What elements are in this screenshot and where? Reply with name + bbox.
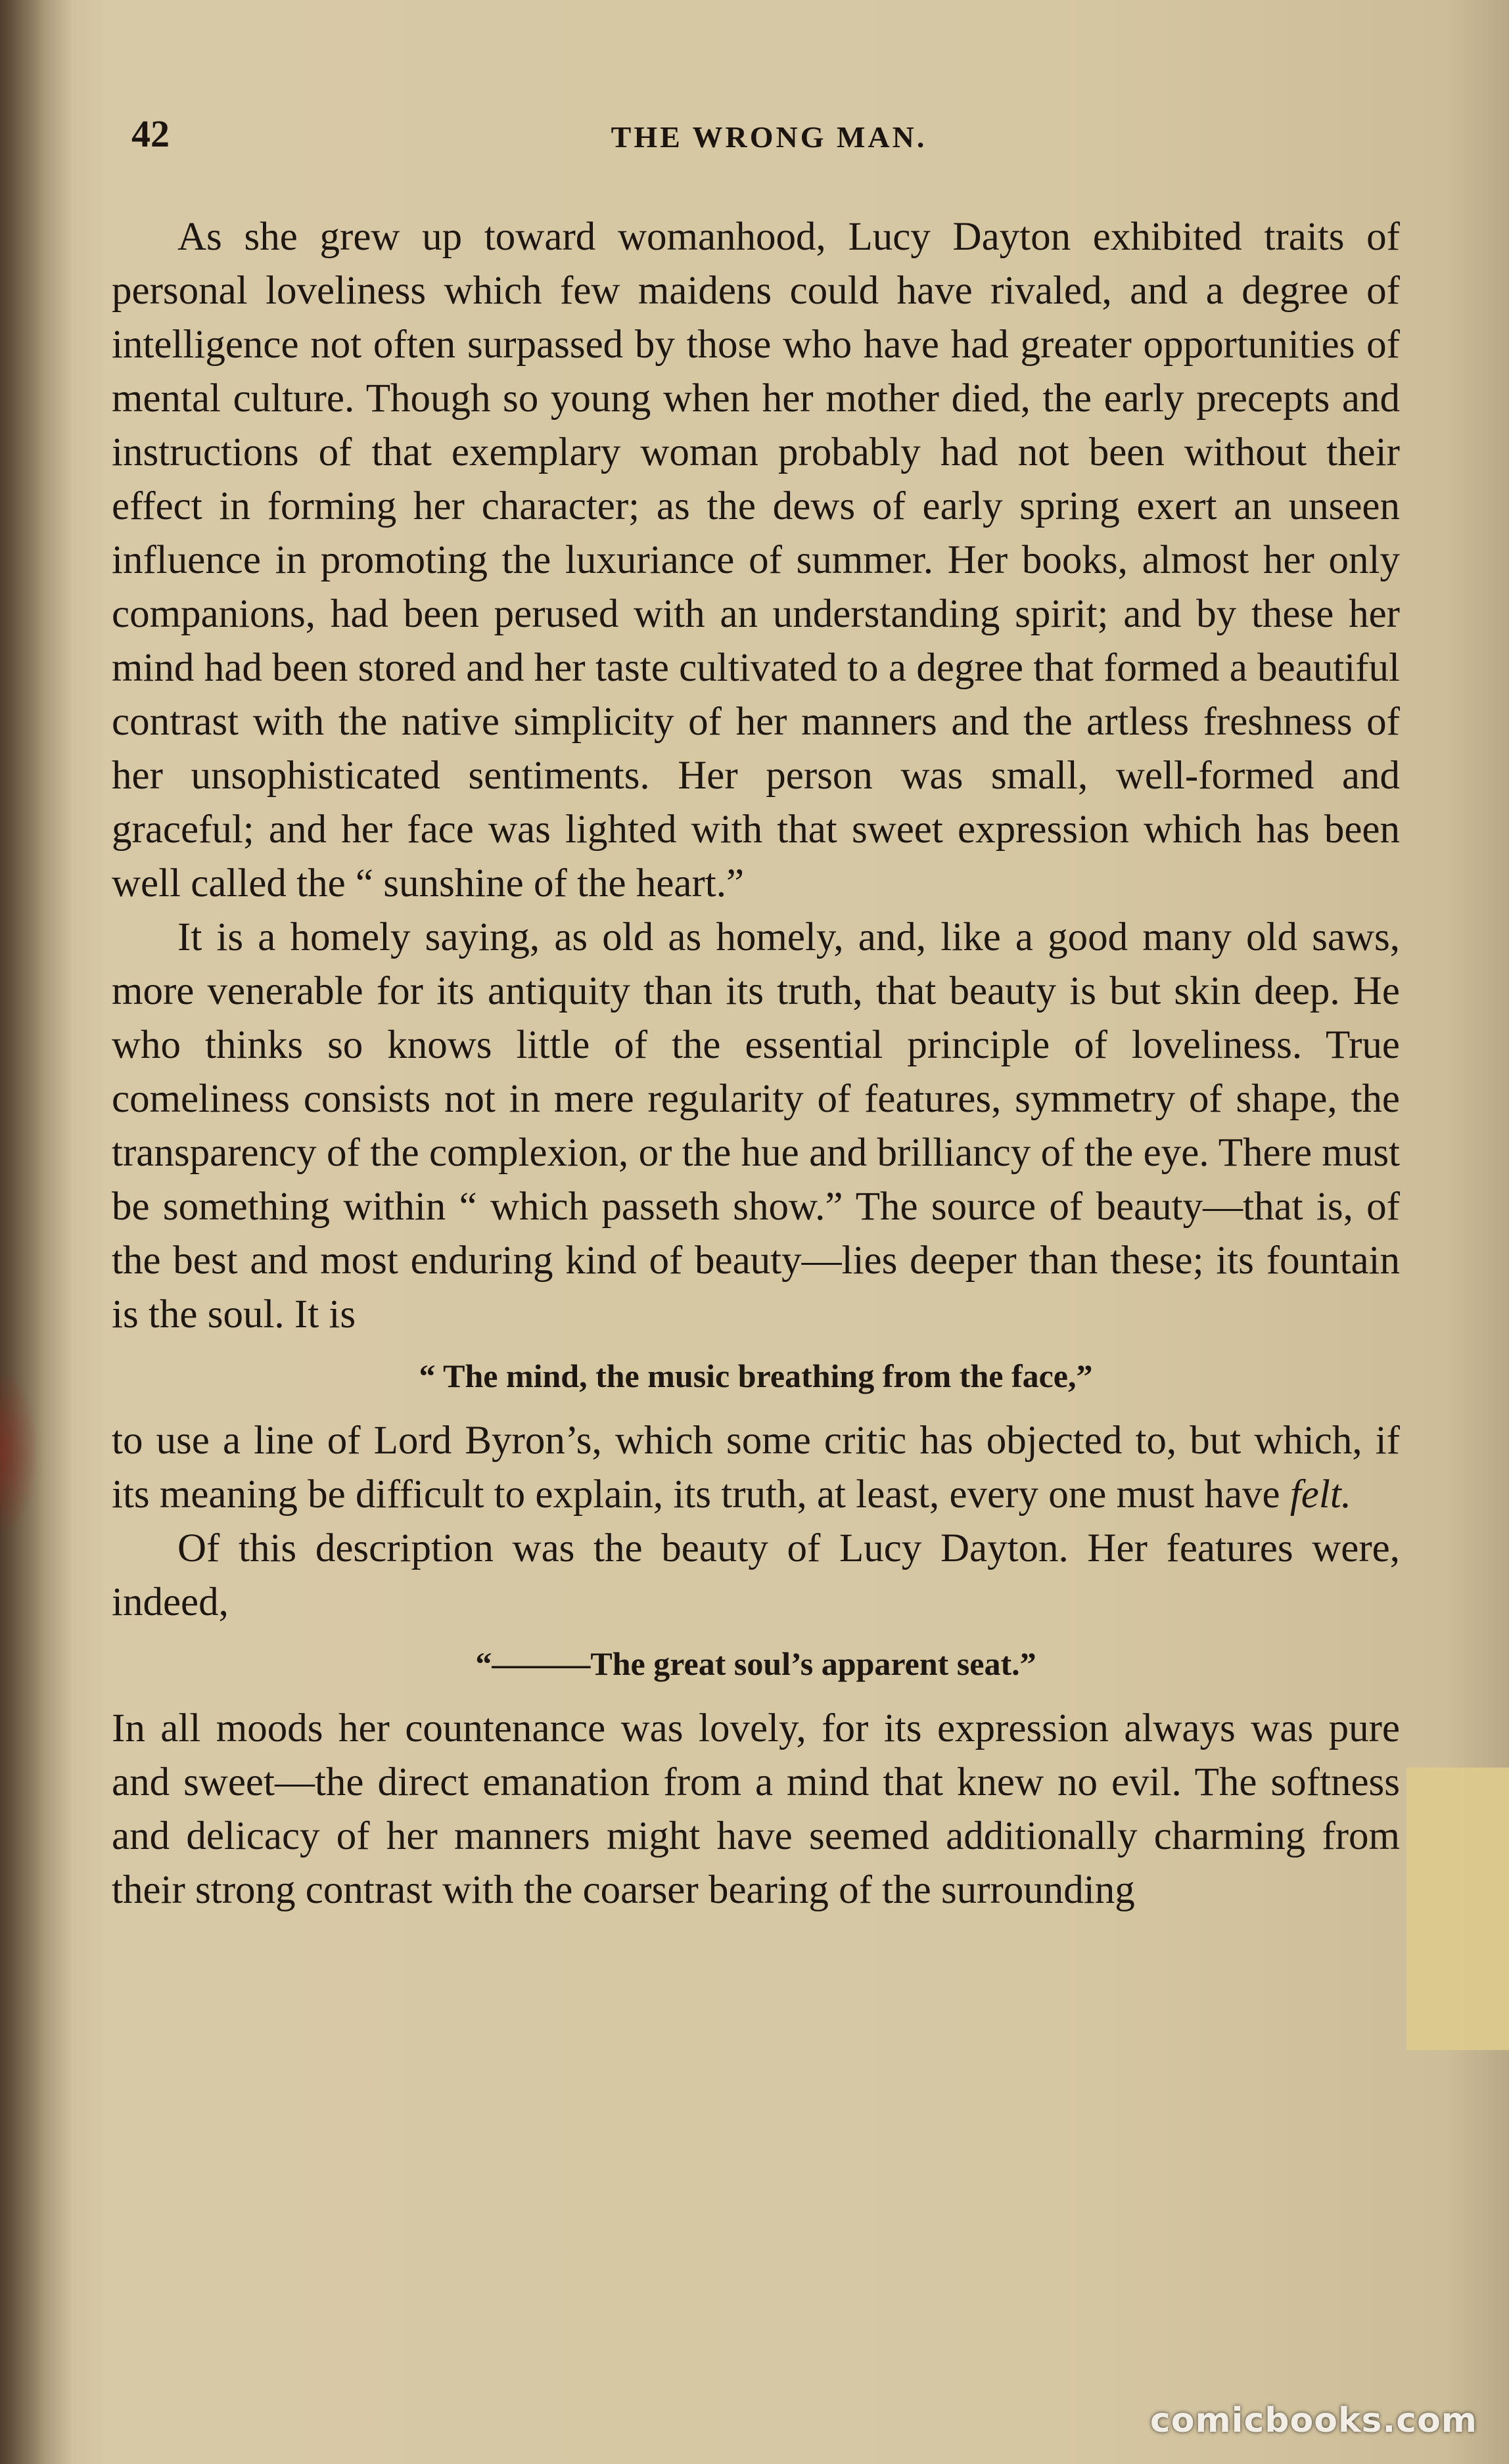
page-header bbox=[131, 112, 1406, 177]
running-head: THE WRONG MAN. bbox=[611, 120, 927, 154]
body-text bbox=[112, 210, 1400, 1917]
tape-strip bbox=[1406, 1768, 1509, 2050]
paragraph-5: In all moods her countenance was lovely, for its expression always was pure and sweet—the direct emanation from a mind that knew no evil. The softness and delicacy of her manners might have seemed additionally charming from their strong contrast with the coarser bearing of the surrounding bbox=[112, 1706, 1400, 1912]
watermark: comicbooks.com bbox=[1149, 2401, 1477, 2440]
paragraph-1: As she grew up toward womanhood, Lucy Dayton exhibited traits of personal loveliness which few maidens could have rivaled, and a degree of intelligence not often surpassed by those who have had greater opportunities of mental culture. Though so young when her mother died, the early precepts and instructions of that exemplary woman probably had not been without their effect in forming her character; as the dews of early spring exert an unseen influence in promoting the luxuriance of summer. Her books, almost her only companions, had been perused with an understanding spirit; and by these her mind had been stored and her taste cultivated to a degree that formed a beautiful contrast with the native simplicity of her manners and the artless freshness of her unsophisticated sentiments. Her person was small, well-formed and graceful; and her face was lighted with that sweet expression which has been well called the “ sunshine of the heart.” bbox=[112, 215, 1400, 905]
paragraph-2: It is a homely saying, as old as homely, and, like a good many old saws, more venerable for its antiquity than its truth, that beauty is but skin deep. He who thinks so knows little of the essential principle of loveliness. True comeliness consists not in mere regularity of features, symmetry of shape, the transparency of the complexion, or the hue and brilliancy of the eye. There must be something within “ which passeth show.” The source of beauty—that is, of the best and most enduring kind of beauty—lies deeper than these; its fountain is the soul. It is bbox=[112, 915, 1400, 1336]
quote-byron: “ The mind, the music breathing from the face,” bbox=[419, 1357, 1093, 1394]
page-stain bbox=[0, 1367, 39, 1538]
page-number: 42 bbox=[131, 112, 170, 155]
paragraph-3-italic: felt. bbox=[1289, 1472, 1352, 1517]
paragraph-3 bbox=[112, 1414, 1400, 1522]
gutter-shadow bbox=[0, 0, 72, 2464]
paragraph-3-text: to use a line of Lord Byron’s, which some critic has objected to, but which, if its meaning be difficult to explain, its truth, at least, every one must have bbox=[112, 1419, 1400, 1517]
paragraph-4: Of this description was the beauty of Lucy Dayton. Her features were, indeed, bbox=[112, 1526, 1400, 1624]
quote-soul: “———The great soul’s apparent seat.” bbox=[475, 1645, 1036, 1682]
